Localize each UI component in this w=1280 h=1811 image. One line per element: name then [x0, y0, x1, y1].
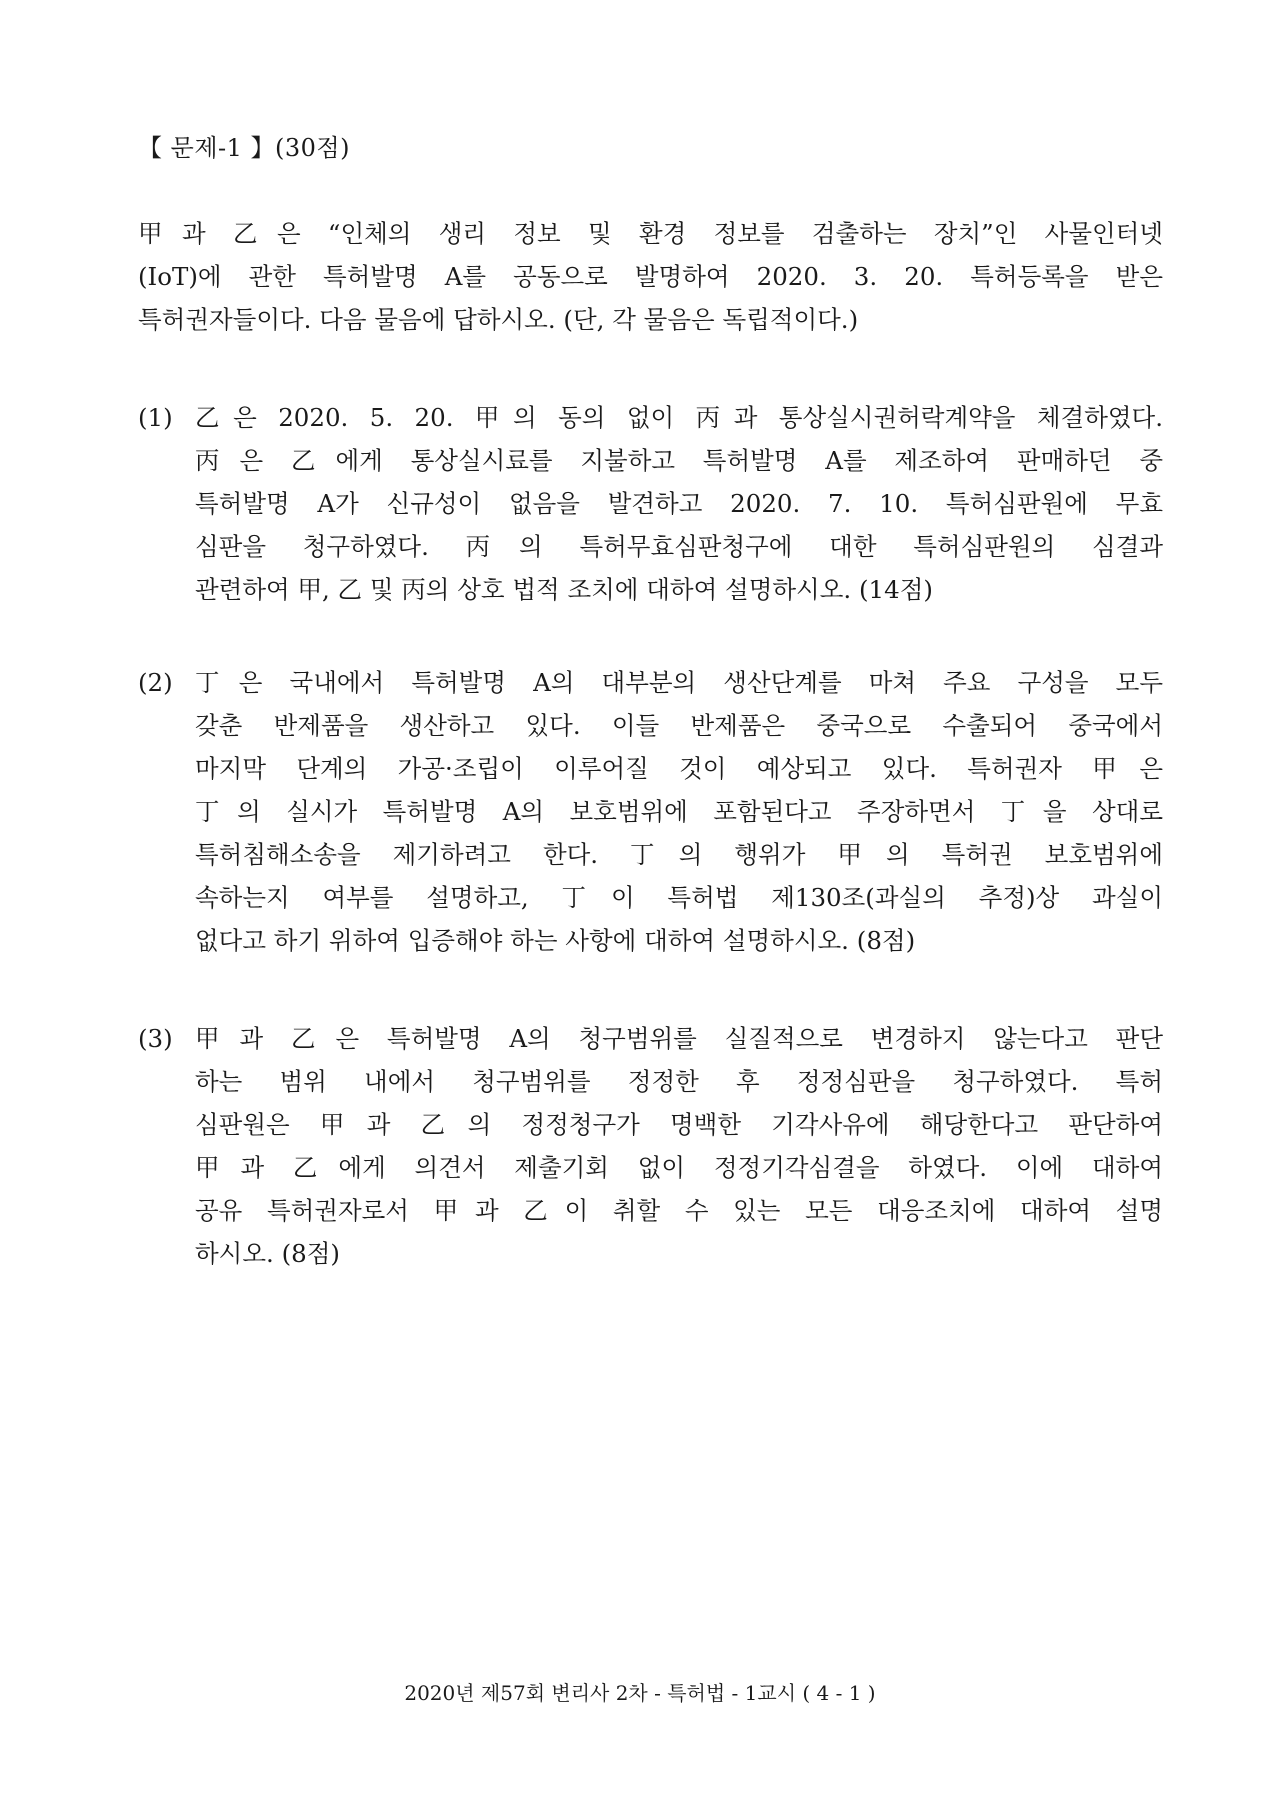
- question-2: [138, 661, 1163, 962]
- question-line: 갖춘 반제품을 생산하고 있다. 이들 반제품은 중국으로 수출되어 중국에서: [195, 711, 1163, 740]
- question-line: 甲과 乙에게 의견서 제출기회 없이 정정기각심결을 하였다. 이에 대하여: [195, 1153, 1163, 1182]
- question-line: 속하는지 여부를 설명하고, 丁이 특허법 제130조(과실의 추정)상 과실이: [195, 883, 1163, 912]
- question-line: 특허침해소송을 제기하려고 한다. 丁의 행위가 甲의 특허권 보호범위에: [195, 840, 1163, 869]
- problem-heading: 【 문제-1 】(30점): [138, 134, 350, 162]
- question-line: 丁의 실시가 특허발명 A의 보호범위에 포함된다고 주장하면서 丁을 상대로: [195, 797, 1163, 826]
- intro-line: 특허권자들이다. 다음 물음에 답하시오. (단, 각 물음은 독립적이다.): [138, 305, 859, 334]
- question-line: 심판원은 甲과 乙의 정정청구가 명백한 기각사유에 해당한다고 판단하여: [195, 1110, 1163, 1139]
- question-line: 하는 범위 내에서 청구범위를 정정한 후 정정심판을 청구하였다. 특허: [195, 1067, 1163, 1096]
- question-3: [138, 1017, 1163, 1275]
- intro-line: (IoT)에 관한 특허발명 A를 공동으로 발명하여 2020. 3. 20. 특허등록을 받은: [138, 262, 1163, 291]
- question-line: 없다고 하기 위하여 입증해야 하는 사항에 대하여 설명하시오. (8점): [195, 926, 916, 955]
- question-line: 乙은 2020. 5. 20. 甲의 동의 없이 丙과 통상실시권허락계약을 체결하였다.: [195, 403, 1163, 432]
- question-line: 공유 특허권자로서 甲과 乙이 취할 수 있는 모든 대응조치에 대하여 설명: [195, 1196, 1163, 1225]
- question-number: (2): [138, 668, 173, 697]
- problem-intro: [138, 212, 1163, 341]
- intro-line: 甲과 乙은 “인체의 생리 정보 및 환경 정보를 검출하는 장치”인 사물인터넷: [138, 219, 1163, 248]
- question-line: 丁은 국내에서 특허발명 A의 대부분의 생산단계를 마쳐 주요 구성을 모두: [195, 668, 1163, 697]
- question-1: [138, 396, 1163, 611]
- page-footer: 2020년 제57회 변리사 2차 - 특허법 - 1교시 ( 4 - 1 ): [404, 1681, 876, 1705]
- question-line: 하시오. (8점): [195, 1239, 340, 1268]
- question-line: 마지막 단계의 가공·조립이 이루어질 것이 예상되고 있다. 특허권자 甲은: [195, 754, 1163, 783]
- question-line: 丙은 乙에게 통상실시료를 지불하고 특허발명 A를 제조하여 판매하던 중: [195, 446, 1163, 475]
- question-number: (3): [138, 1024, 173, 1053]
- question-line: 관련하여 甲, 乙 및 丙의 상호 법적 조치에 대하여 설명하시오. (14점): [195, 575, 933, 604]
- question-line: 심판을 청구하였다. 丙의 특허무효심판청구에 대한 특허심판원의 심결과: [195, 532, 1163, 561]
- question-number: (1): [138, 403, 173, 432]
- question-line: 특허발명 A가 신규성이 없음을 발견하고 2020. 7. 10. 특허심판원에 무효: [195, 489, 1163, 518]
- question-line: 甲과 乙은 특허발명 A의 청구범위를 실질적으로 변경하지 않는다고 판단: [195, 1024, 1163, 1053]
